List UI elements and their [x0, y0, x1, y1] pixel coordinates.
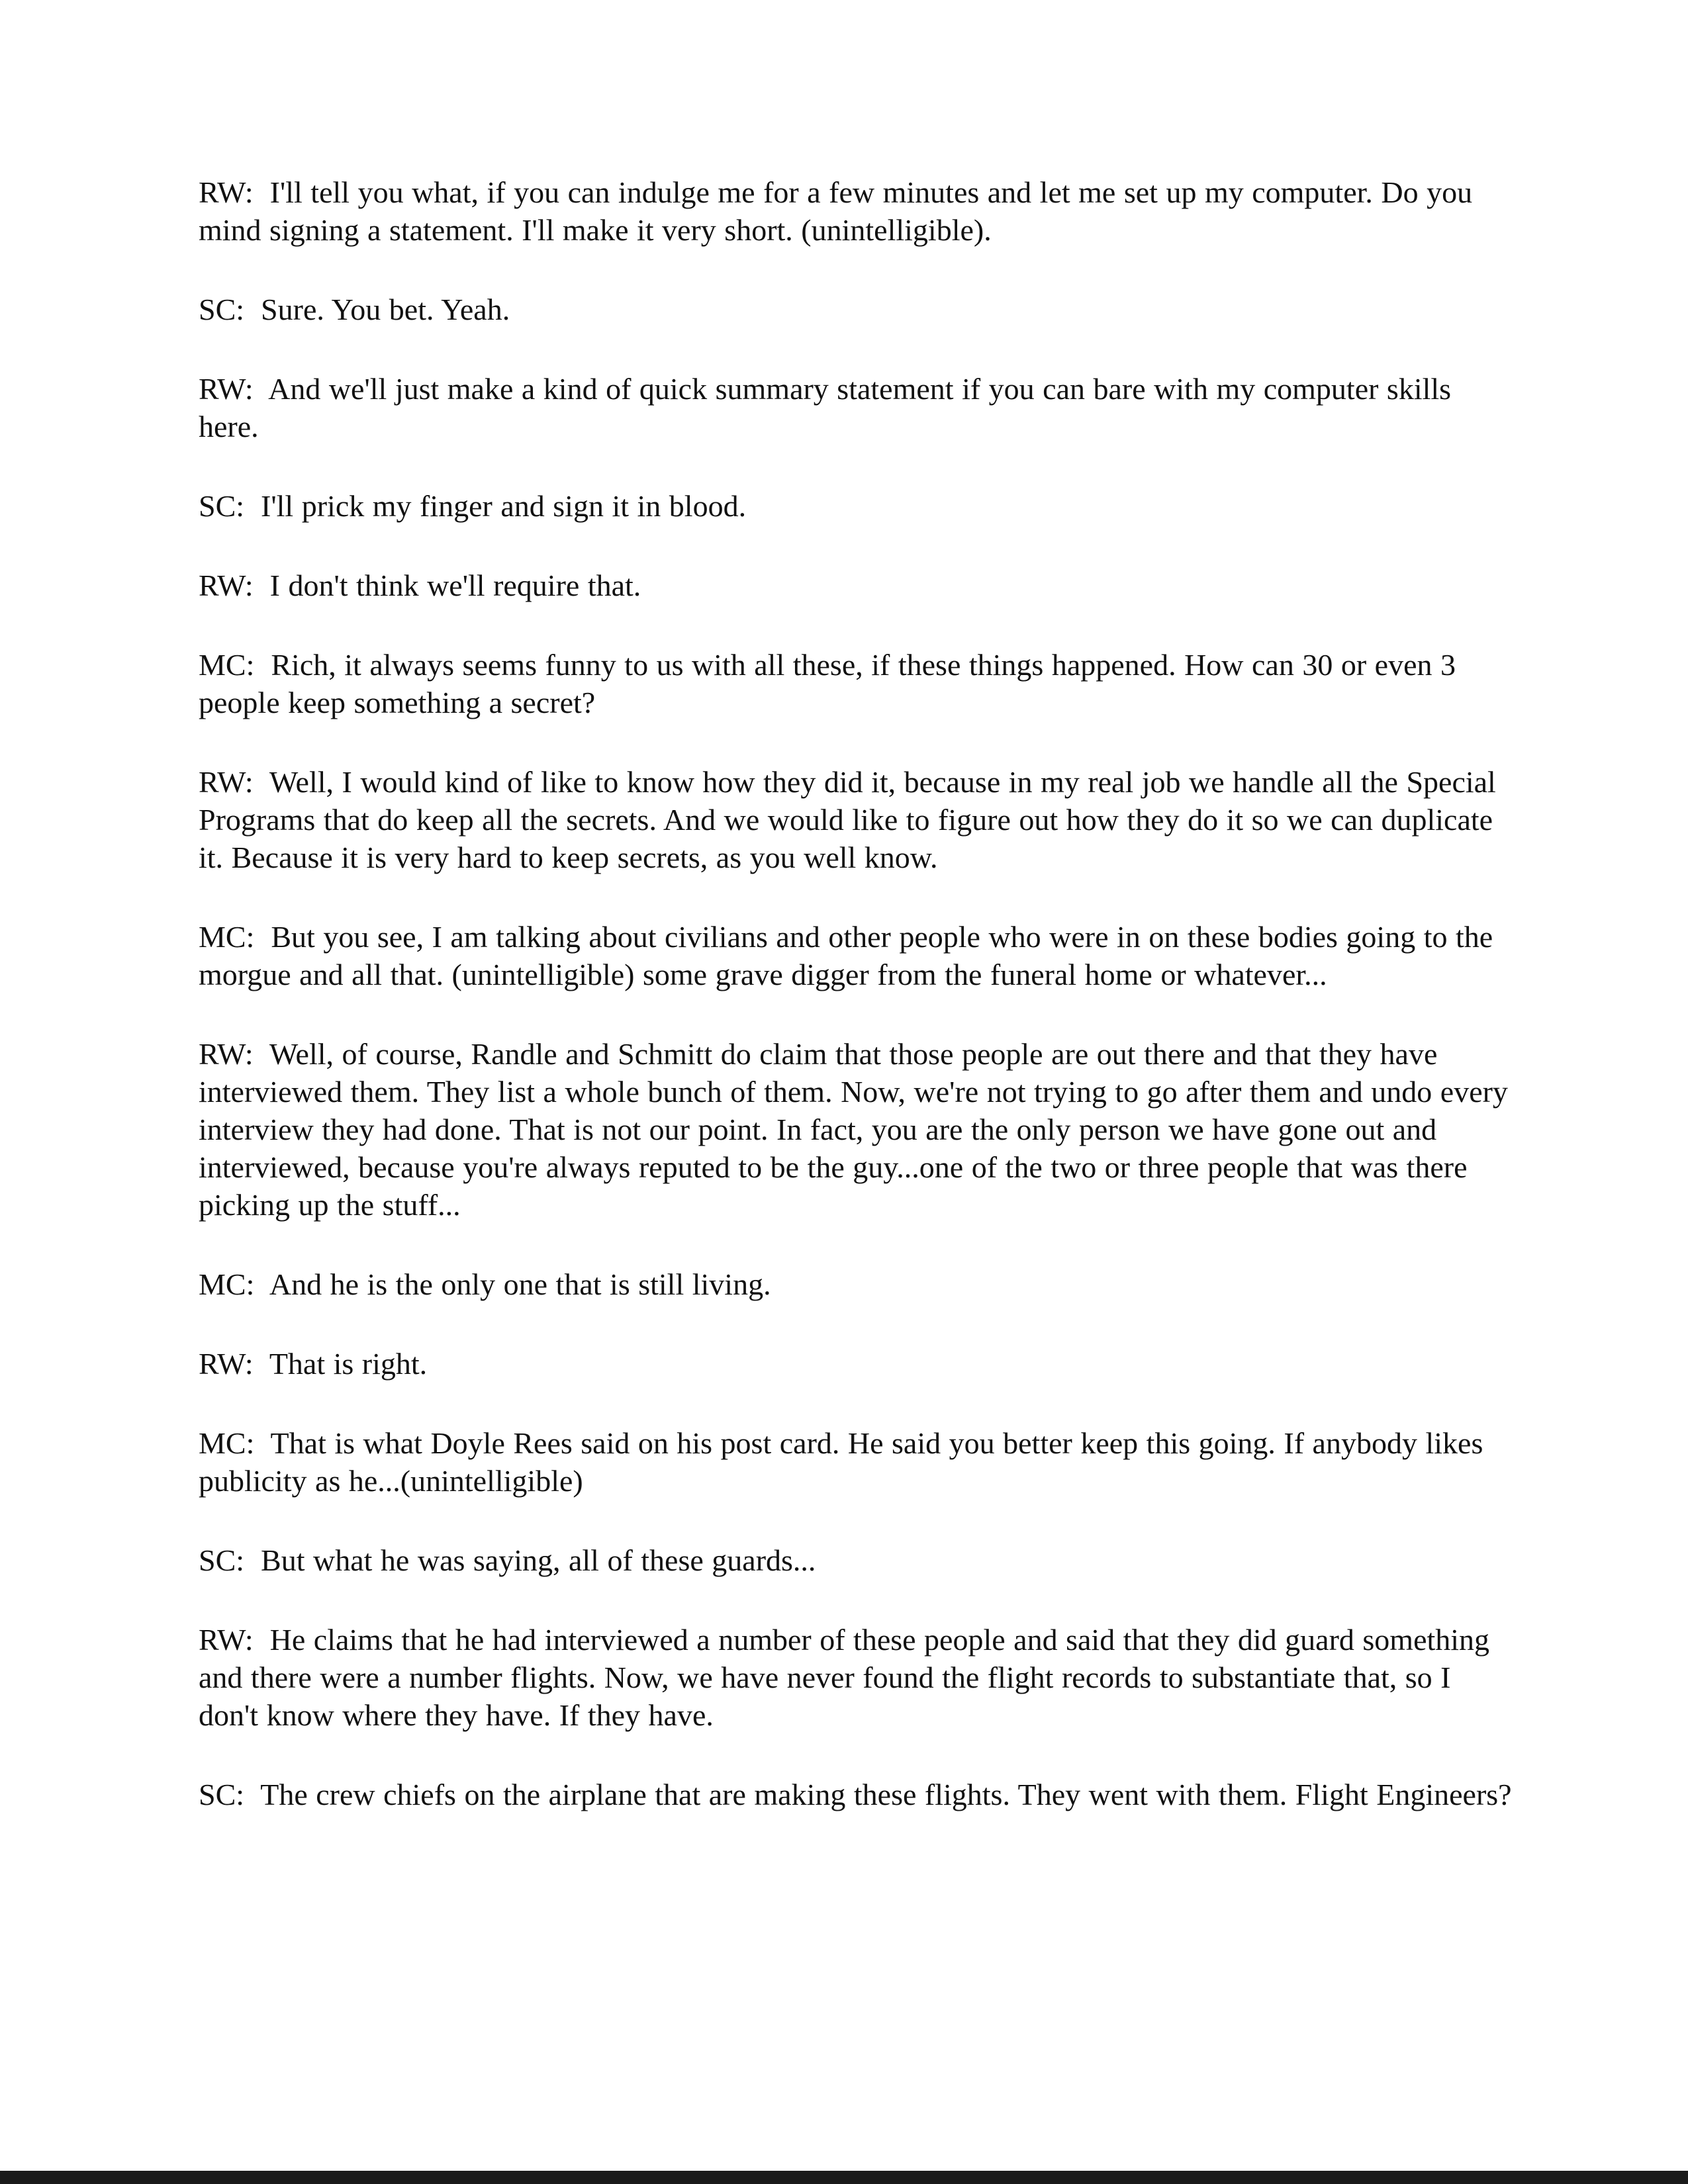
speaker-label: RW:: [199, 1037, 254, 1071]
speaker-label: SC:: [199, 489, 245, 523]
speaker-label: MC:: [199, 1267, 255, 1301]
dialogue-turn: [199, 763, 1516, 876]
scan-bottom-edge: [0, 2171, 1688, 2184]
speech-text: The crew chiefs on the airplane that are making these flights. They went with them. Flight Engineers?: [260, 1778, 1512, 1811]
speaker-label: SC:: [199, 1778, 245, 1811]
dialogue-turn: [199, 1776, 1516, 1813]
dialogue-turn: [199, 173, 1516, 249]
dialogue-turn: [199, 370, 1516, 445]
dialogue-turn: [199, 1621, 1516, 1734]
dialogue-turn: [199, 291, 1516, 328]
speaker-label: SC:: [199, 293, 245, 326]
speech-text: And he is the only one that is still living.: [269, 1267, 771, 1301]
speech-text: That is right.: [269, 1347, 428, 1381]
speech-text: That is what Doyle Rees said on his post card. He said you better keep this going. If anybody likes publicity as he...(unintelligible): [199, 1426, 1483, 1498]
dialogue-turn: [199, 1265, 1516, 1303]
speech-text: He claims that he had interviewed a number of these people and said that they did guard something and there were a number flights. Now, we have never found the flight records to substantiate that, so I don't know where they have. If they have.: [199, 1623, 1490, 1732]
speaker-label: RW:: [199, 765, 254, 799]
speaker-label: RW:: [199, 569, 254, 602]
speaker-label: RW:: [199, 175, 254, 209]
speech-text: Rich, it always seems funny to us with all these, if these things happened. How can 30 or even 3 people keep something a secret?: [199, 648, 1456, 719]
speech-text: Well, of course, Randle and Schmitt do claim that those people are out there and that they have interviewed them. They list a whole bunch of them. Now, we're not trying to go after them and undo every interview they had done. That is not our point. In fact, you are the only person we have gone out and interviewed, because you're always reputed to be the guy...one of the two or three people that was there picking up the stuff...: [199, 1037, 1508, 1222]
speaker-label: RW:: [199, 1623, 254, 1657]
interview-transcript: [199, 173, 1516, 1855]
dialogue-turn: [199, 1424, 1516, 1500]
dialogue-turn: [199, 646, 1516, 721]
speaker-label: RW:: [199, 1347, 254, 1381]
speaker-label: MC:: [199, 648, 255, 682]
speech-text: But you see, I am talking about civilians and other people who were in on these bodies going to the morgue and all that. (unintelligible) some grave digger from the funeral home or whatever...: [199, 920, 1493, 991]
speech-text: I don't think we'll require that.: [269, 569, 641, 602]
dialogue-turn: [199, 918, 1516, 993]
speech-text: I'll prick my finger and sign it in blood.: [261, 489, 747, 523]
dialogue-turn: [199, 487, 1516, 525]
dialogue-turn: [199, 567, 1516, 604]
dialogue-turn: [199, 1345, 1516, 1383]
speech-text: And we'll just make a kind of quick summary statement if you can bare with my computer skills here.: [199, 372, 1452, 443]
speaker-label: MC:: [199, 920, 255, 954]
speech-text: Well, I would kind of like to know how they did it, because in my real job we handle all the Special Programs that do keep all the secrets. And we would like to figure out how they do it so we can duplicate it. Because it is very hard to keep secrets, as you well know.: [199, 765, 1496, 874]
speaker-label: SC:: [199, 1543, 245, 1577]
speech-text: Sure. You bet. Yeah.: [261, 293, 510, 326]
speaker-label: MC:: [199, 1426, 255, 1460]
speaker-label: RW:: [199, 372, 254, 406]
speech-text: I'll tell you what, if you can indulge me for a few minutes and let me set up my computer. Do you mind signing a statement. I'll make it very short. (unintelligible).: [199, 175, 1473, 247]
dialogue-turn: [199, 1541, 1516, 1579]
speech-text: But what he was saying, all of these guards...: [261, 1543, 816, 1577]
dialogue-turn: [199, 1035, 1516, 1224]
